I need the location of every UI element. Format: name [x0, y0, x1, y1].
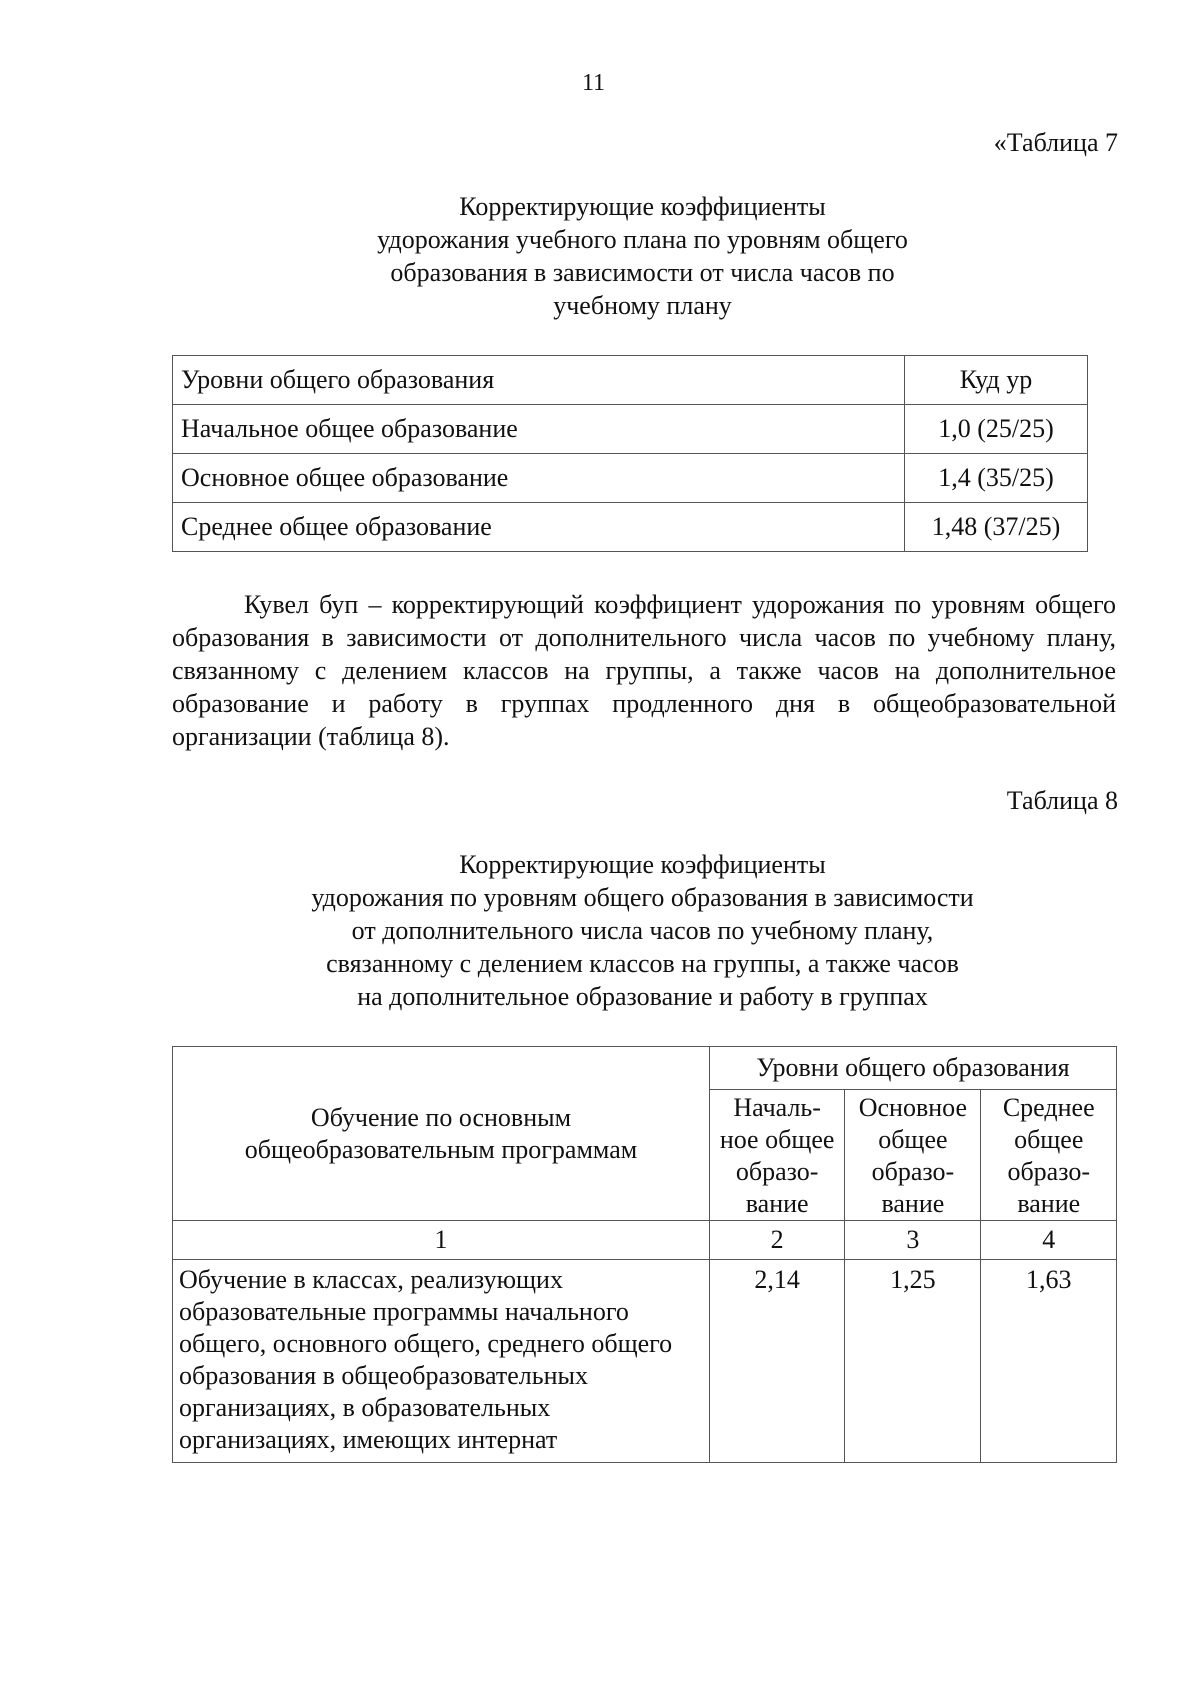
header-training [173, 1047, 710, 1221]
table-row [173, 405, 1088, 454]
row-training-line: образовательные программы начального [179, 1297, 629, 1326]
caption-line: учебному плану [553, 291, 732, 320]
row-value-primary: 2,14 [709, 1260, 844, 1463]
header-line: Началь- [733, 1093, 821, 1122]
header-coef: Куд ур [905, 356, 1088, 405]
header-levels-group: Уровни общего образования [709, 1047, 1116, 1090]
row-value-basic: 1,25 [845, 1260, 981, 1463]
paragraph-text: Кувел буп – корректирующий коэффициент удорожания по уровням общего образования в зависимости от дополнительного числа часов по учебному плану, связанному с делением классов на группы, а также часов на дополнительное образование и работу в группах продленного дня в общеобразовательной организации (таблица 8). [172, 590, 1116, 751]
table8-reference: Таблица 8 [1006, 786, 1118, 815]
row-coef: 1,4 (35/25) [905, 454, 1088, 503]
header-line: образо- [871, 1157, 955, 1186]
caption-line: от дополнительного числа часов по учебному плану, [351, 916, 934, 945]
header-line: образо- [1007, 1157, 1090, 1186]
header-level-secondary [981, 1090, 1117, 1221]
header-line: общее [1014, 1125, 1084, 1154]
caption-line: Корректирующие коэффициенты [459, 192, 826, 221]
table7-caption [0, 190, 1200, 322]
row-training-line: организациях, в образовательных [179, 1393, 551, 1422]
row-training-line: общего, основного общего, среднего общего [179, 1329, 673, 1358]
column-number: 2 [709, 1221, 844, 1260]
caption-line: удорожания по уровням общего образования в зависимости [311, 883, 974, 912]
header-line: образо- [735, 1157, 819, 1186]
table8-caption [0, 848, 1200, 1013]
table-header-row [173, 356, 1088, 405]
caption-line: удорожания учебного плана по уровням общего [377, 225, 908, 254]
column-number: 3 [845, 1221, 981, 1260]
header-level-basic [845, 1090, 981, 1221]
row-level: Среднее общее образование [173, 503, 905, 552]
table8 [172, 1046, 1117, 1463]
table7-reference: «Таблица 7 [993, 128, 1118, 157]
caption-line: образования в зависимости от числа часов по [390, 258, 895, 287]
row-level: Основное общее образование [173, 454, 905, 503]
header-line: общее [878, 1125, 948, 1154]
page-number: 11 [581, 70, 606, 96]
row-level: Начальное общее образование [173, 405, 905, 454]
header-line: ное общее [719, 1125, 835, 1154]
row-training-line: образования в общеобразовательных [179, 1361, 589, 1390]
row-coef: 1,0 (25/25) [905, 405, 1088, 454]
row-coef: 1,48 (37/25) [905, 503, 1088, 552]
row-value-secondary: 1,63 [981, 1260, 1117, 1463]
table7 [172, 355, 1088, 552]
caption-line: связанному с делением классов на группы, а также часов [326, 949, 959, 978]
header-line: вание [745, 1189, 809, 1218]
column-number: 4 [981, 1221, 1117, 1260]
row-training-line: организациях, имеющих интернат [179, 1425, 558, 1454]
column-number-row [173, 1221, 1117, 1260]
header-training-line: общеобразовательным программам [244, 1134, 638, 1164]
body-paragraph [172, 588, 1116, 753]
row-training-line: Обучение в классах, реализующих [179, 1265, 563, 1294]
column-number: 1 [173, 1221, 710, 1260]
header-line: Основное [858, 1093, 968, 1122]
table-row [173, 454, 1088, 503]
header-line: вание [881, 1189, 945, 1218]
header-line: Среднее [1002, 1093, 1095, 1122]
caption-line: Корректирующие коэффициенты [459, 850, 826, 879]
table-row [173, 503, 1088, 552]
header-level-primary [709, 1090, 844, 1221]
header-line: вание [1017, 1189, 1081, 1218]
row-training [173, 1260, 710, 1463]
header-level: Уровни общего образования [173, 356, 905, 405]
caption-line: на дополнительное образование и работу в группах [357, 982, 928, 1011]
table-row [173, 1260, 1117, 1463]
header-training-line: Обучение по основным [310, 1102, 572, 1132]
table-header-row [173, 1047, 1117, 1090]
